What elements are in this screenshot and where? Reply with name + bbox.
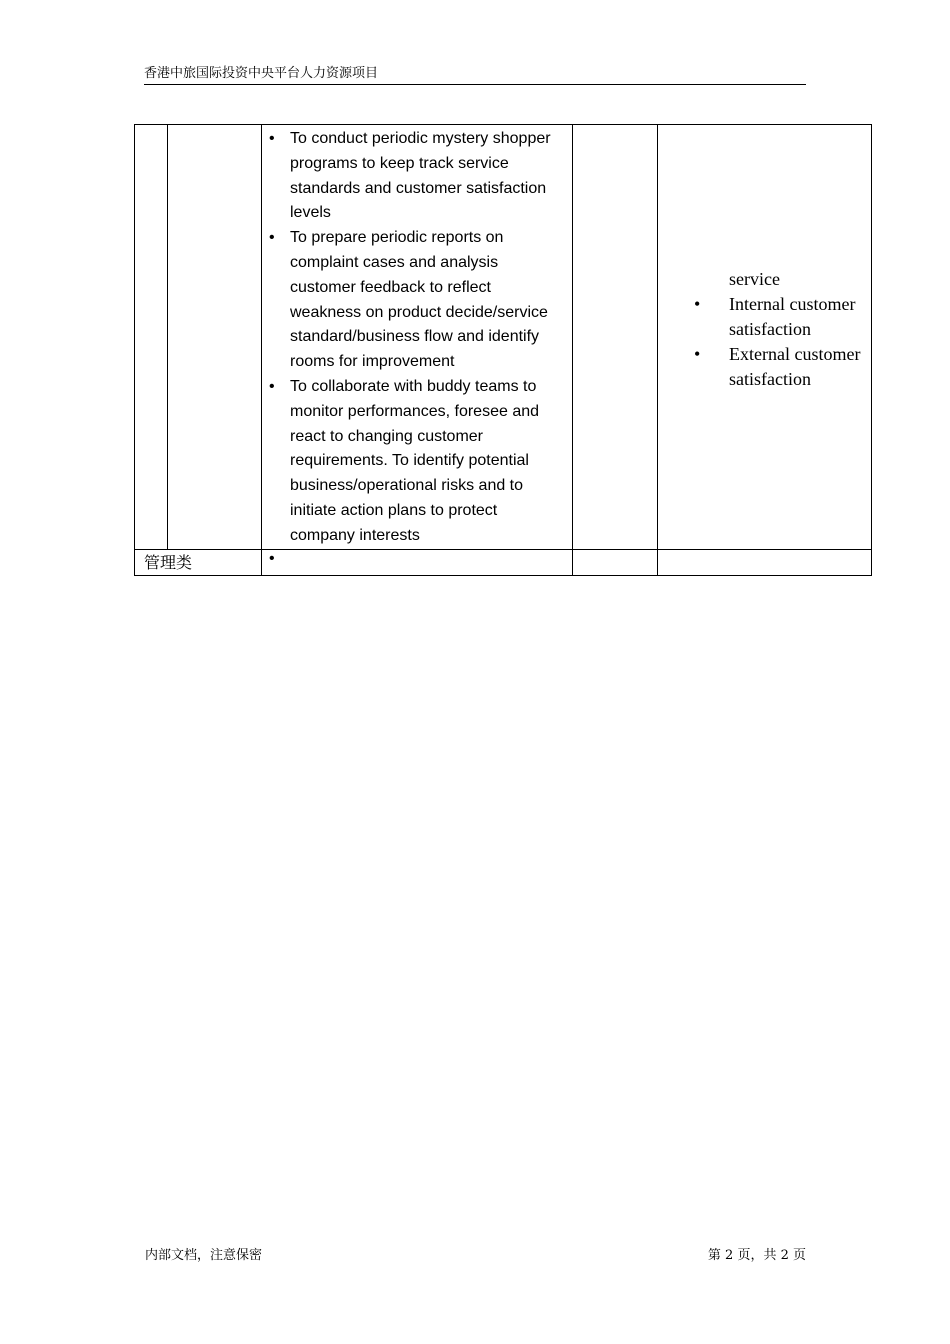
table-cell-empty: [573, 125, 658, 550]
footer-page-number: 第 2 页，共 2 页: [707, 1248, 806, 1263]
kpi-block: [658, 267, 871, 406]
duties-cell: [262, 125, 573, 550]
table-cell-empty: [658, 549, 872, 575]
list-item: • External customer satisfaction: [729, 342, 871, 392]
empty-bullet: •: [262, 549, 573, 575]
table-cell-empty: [135, 125, 168, 550]
kpi-cell: [658, 125, 872, 550]
header-title: 香港中旅国际投资中央平台人力资源项目: [144, 66, 379, 81]
responsibility-table: [134, 124, 872, 576]
page-header: [144, 66, 806, 85]
kpi-list: [729, 292, 871, 392]
list-item: • Internal customer satisfaction: [729, 292, 871, 342]
duties-list: [262, 127, 566, 549]
kpi-continuation: service: [729, 269, 780, 290]
table-row: [135, 549, 872, 575]
list-item: • To collaborate with buddy teams to monitor performances, foresee and react to changing customer requirements. To identify potential business/operational risks and to initiate action plans to protect company interests: [262, 375, 566, 549]
category-label: 管理类: [135, 549, 262, 575]
table-row: [135, 125, 872, 550]
list-item: • To conduct periodic mystery shopper programs to keep track service standards and customer satisfaction levels: [262, 127, 566, 226]
table-cell-empty: [168, 125, 262, 550]
table-cell-empty: [573, 549, 658, 575]
footer-confidential: 内部文档，注意保密: [145, 1248, 263, 1263]
list-item: • To prepare periodic reports on complaint cases and analysis customer feedback to reflect weakness on product decide/service standard/business flow and identify rooms for improvement: [262, 226, 566, 375]
